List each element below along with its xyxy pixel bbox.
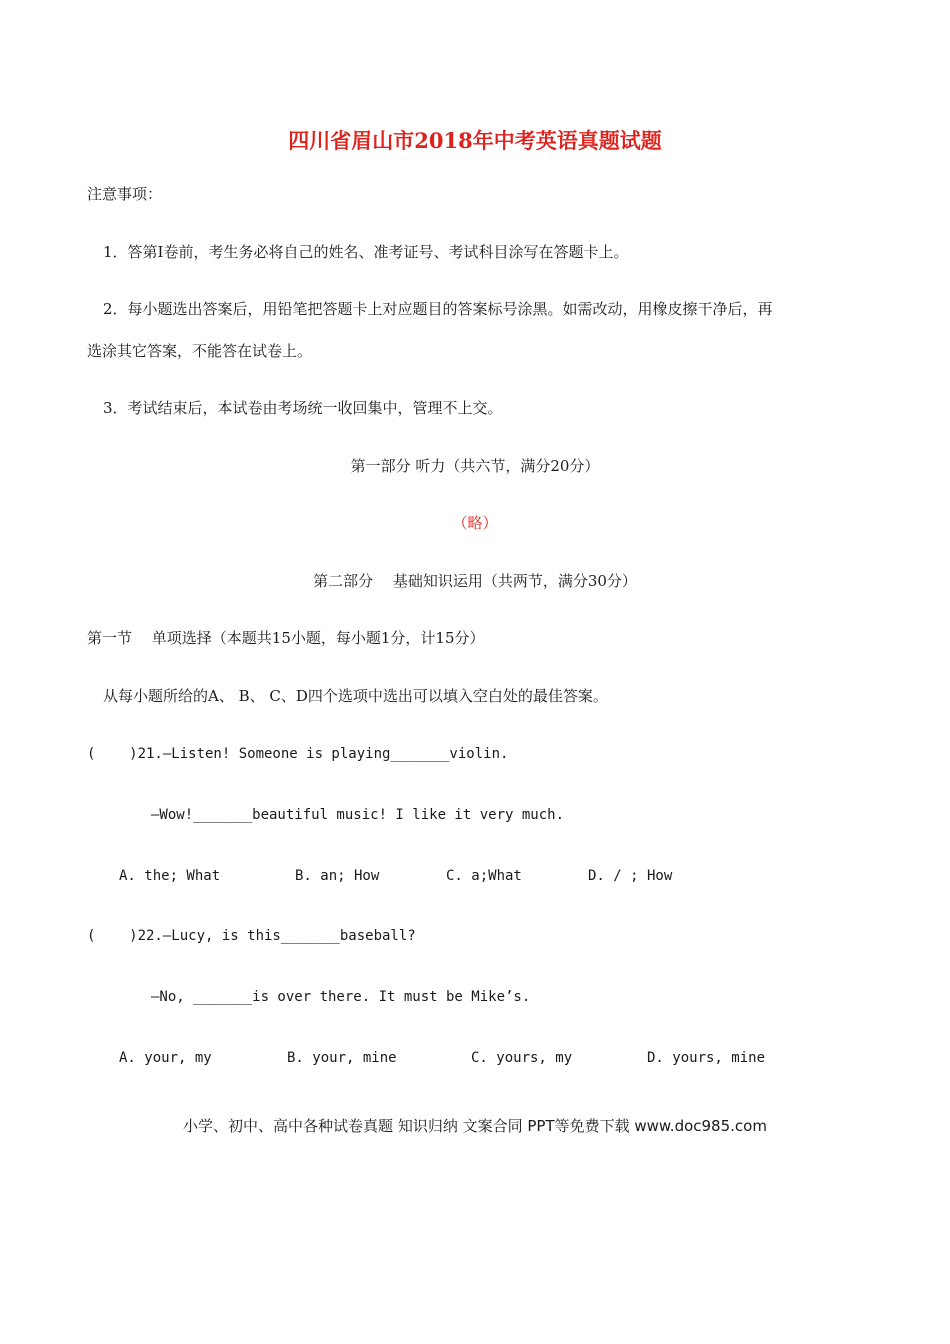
notice-item-2-line-1: 2．每小题选出答案后，用铅笔把答题卡上对应题目的答案标号涂黑。如需改动，用橡皮擦干净后，再 bbox=[103, 300, 773, 318]
question-22-option-b: B. your, mine bbox=[287, 1050, 397, 1066]
notice-heading: 注意事项： bbox=[87, 185, 163, 203]
question-22-reply: —No, _______is over there. It must be Mike’s. bbox=[151, 989, 531, 1005]
section1-instruction: 从每小题所给的A、 B、 C、D四个选项中选出可以填入空白处的最佳答案。 bbox=[103, 687, 608, 705]
footer-promo: 小学、初中、高中各种试卷真题 知识归纳 文案合同 PPT等免费下载 www.doc985.com bbox=[183, 1117, 767, 1135]
part1-heading: 第一部分 听力（共六节，满分20分） bbox=[350, 457, 600, 475]
question-21-reply: —Wow!_______beautiful music! I like it very much. bbox=[151, 807, 565, 823]
question-21-option-a: A. the; What bbox=[119, 868, 221, 884]
page-title: 四川省眉山市2018年中考英语真题试题 bbox=[288, 128, 662, 153]
question-21-option-d: D. / ; How bbox=[588, 868, 673, 884]
question-22-option-c: C. yours, my bbox=[471, 1050, 573, 1066]
notice-item-3: 3．考试结束后，本试卷由考场统一收回集中，管理不上交。 bbox=[103, 399, 503, 417]
part2-heading: 第二部分 基础知识运用（共两节，满分30分） bbox=[313, 572, 637, 590]
question-21-option-b: B. an; How bbox=[295, 868, 380, 884]
question-22-option-d: D. yours, mine bbox=[647, 1050, 766, 1066]
notice-item-2-line-2: 选涂其它答案，不能答在试卷上。 bbox=[87, 342, 313, 360]
section1-heading: 第一节 单项选择（本题共15小题，每小题1分，计15分） bbox=[87, 629, 485, 647]
notice-item-1: 1．答第Ⅰ卷前，考生务必将自己的姓名、准考证号、考试科目涂写在答题卡上。 bbox=[103, 243, 629, 261]
question-21-option-c: C. a;What bbox=[446, 868, 522, 884]
question-22-stem: ( )22.—Lucy, is this_______baseball? bbox=[87, 928, 416, 944]
part1-omitted: （略） bbox=[452, 514, 498, 532]
question-22-option-a: A. your, my bbox=[119, 1050, 212, 1066]
question-21-stem: ( )21.—Listen! Someone is playing_______violin. bbox=[87, 746, 509, 762]
